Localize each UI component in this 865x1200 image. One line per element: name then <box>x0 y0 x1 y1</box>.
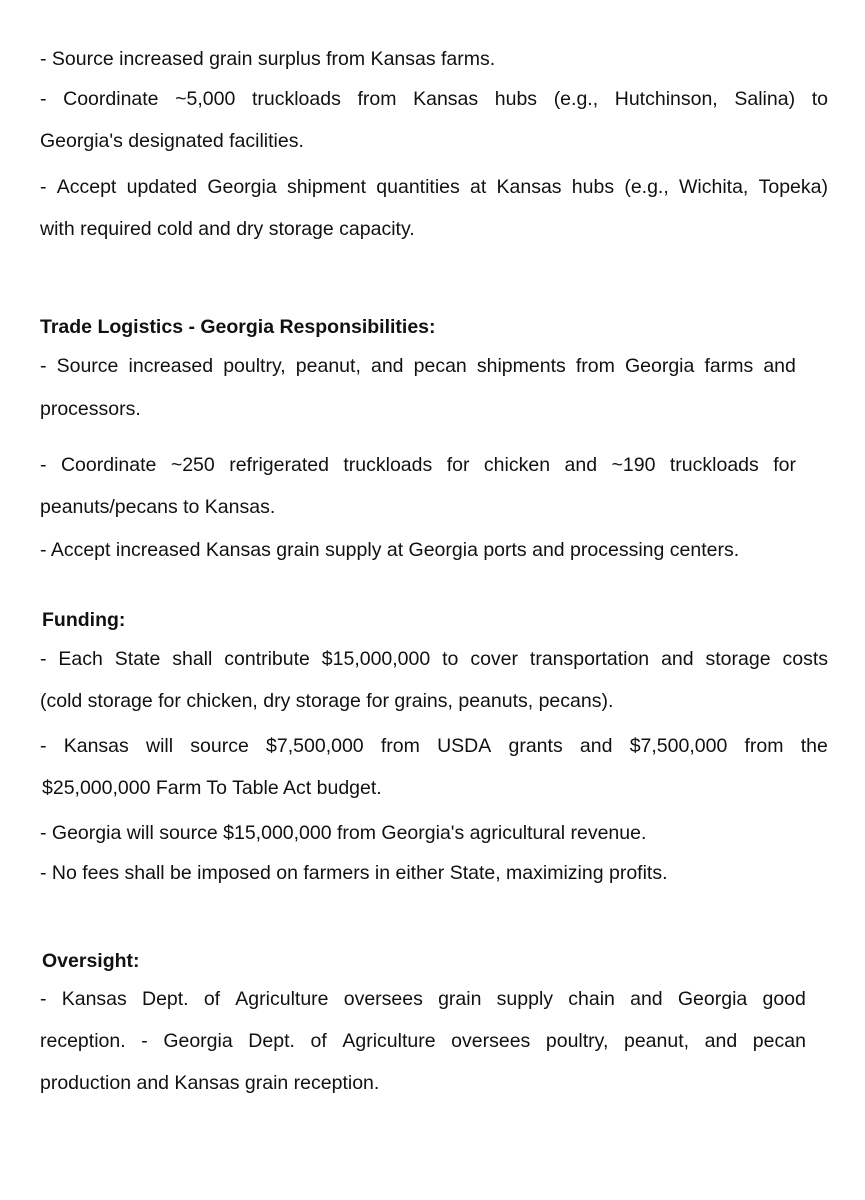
georgia-item-1-cont: processors. <box>40 398 141 420</box>
word: ~190 <box>611 454 656 476</box>
word: - <box>40 355 47 377</box>
word: for <box>446 454 470 476</box>
word: - <box>40 988 47 1010</box>
funding-item-4: - No fees shall be imposed on farmers in either State, maximizing profits. <box>40 862 668 884</box>
word: (e.g., <box>553 88 599 110</box>
word: grain <box>438 988 482 1010</box>
word: hubs <box>494 88 538 110</box>
word: and <box>763 355 796 377</box>
word: Coordinate <box>60 454 157 476</box>
word: Georgia <box>624 355 695 377</box>
word: and <box>630 988 663 1010</box>
georgia-item-3: - Accept increased Kansas grain supply at Georgia ports and processing centers. <box>40 539 740 561</box>
word: ~250 <box>170 454 215 476</box>
word: $7,500,000 <box>629 735 728 757</box>
funding-item-3: - Georgia will source $15,000,000 from Georgia's agricultural revenue. <box>40 822 647 844</box>
word: costs <box>782 648 828 670</box>
oversight-item-1 <box>40 987 806 1011</box>
word: (e.g., <box>624 176 669 198</box>
word: at <box>470 176 487 198</box>
word: contribute <box>224 648 310 670</box>
kansas-item-3 <box>40 175 828 199</box>
word: refrigerated <box>229 454 329 476</box>
word: Each <box>58 648 103 670</box>
funding-heading: Funding: <box>42 609 126 631</box>
kansas-item-1: - Source increased grain surplus from Kansas farms. <box>40 48 496 70</box>
word: Dept. <box>141 988 189 1010</box>
word: Kansas <box>496 176 562 198</box>
word: State <box>114 648 161 670</box>
word: the <box>800 735 828 757</box>
word: Salina) <box>734 88 796 110</box>
word: Source <box>56 355 119 377</box>
georgia-item-1 <box>40 354 796 378</box>
word: hubs <box>571 176 615 198</box>
word: pecan <box>752 1030 806 1052</box>
word: Agriculture <box>342 1030 436 1052</box>
word: Dept. <box>248 1030 295 1052</box>
word: Topeka) <box>758 176 828 198</box>
funding-item-2 <box>40 734 828 758</box>
word: updated <box>126 176 198 198</box>
word: peanut, <box>623 1030 690 1052</box>
word: Wichita, <box>679 176 749 198</box>
word: and <box>661 648 694 670</box>
word: from <box>744 735 784 757</box>
word: Coordinate <box>63 88 159 110</box>
georgia-item-2-cont: peanuts/pecans to Kansas. <box>40 496 276 518</box>
word: poultry, <box>223 355 286 377</box>
word: - <box>40 648 47 670</box>
word: Georgia <box>163 1030 233 1052</box>
word: - <box>40 454 47 476</box>
word: from <box>575 355 615 377</box>
funding-item-2-cont: $25,000,000 Farm To Table Act budget. <box>42 777 382 799</box>
word: - <box>40 735 47 757</box>
word: shall <box>172 648 213 670</box>
word: Georgia <box>207 176 277 198</box>
word: ~5,000 <box>175 88 236 110</box>
word: cover <box>470 648 518 670</box>
word: $7,500,000 <box>266 735 364 757</box>
word: supply <box>496 988 554 1010</box>
kansas-item-2 <box>40 87 828 111</box>
word: grants <box>508 735 563 757</box>
kansas-item-3-cont: with required cold and dry storage capacity. <box>40 218 415 240</box>
word: truckloads <box>343 454 433 476</box>
word: - <box>141 1030 148 1052</box>
word: - <box>40 176 47 198</box>
funding-item-1 <box>40 647 828 671</box>
word: farms <box>704 355 754 377</box>
funding-item-1-cont: (cold storage for chicken, dry storage for grains, peanuts, pecans). <box>40 690 614 712</box>
word: will <box>145 735 174 757</box>
word: transportation <box>529 648 650 670</box>
word: Kansas <box>413 88 479 110</box>
oversight-item-1-cont <box>40 1029 806 1053</box>
word: chain <box>568 988 615 1010</box>
word: poultry, <box>545 1030 609 1052</box>
word: quantities <box>376 176 460 198</box>
word: shipment <box>286 176 367 198</box>
word: of <box>203 988 221 1010</box>
word: of <box>310 1030 327 1052</box>
word: oversees <box>343 988 423 1010</box>
word: and <box>704 1030 738 1052</box>
word: to <box>442 648 459 670</box>
word: peanut, <box>295 355 361 377</box>
kansas-item-2-cont: Georgia's designated facilities. <box>40 130 304 152</box>
word: increased <box>128 355 214 377</box>
word: Kansas <box>63 735 129 757</box>
word: Agriculture <box>235 988 329 1010</box>
word: - <box>40 88 47 110</box>
oversight-heading: Oversight: <box>42 950 140 972</box>
word: reception. <box>40 1030 126 1052</box>
word: Kansas <box>61 988 127 1010</box>
word: $15,000,000 <box>321 648 431 670</box>
word: to <box>811 88 828 110</box>
word: and <box>579 735 613 757</box>
word: Accept <box>56 176 117 198</box>
georgia-heading: Trade Logistics - Georgia Responsibilities: <box>40 316 436 338</box>
oversight-item-1-end: production and Kansas grain reception. <box>40 1072 380 1094</box>
word: from <box>357 88 397 110</box>
word: chicken <box>483 454 551 476</box>
word: for <box>773 454 796 476</box>
word: truckloads <box>251 88 341 110</box>
word: Georgia <box>677 988 748 1010</box>
word: shipments <box>476 355 566 377</box>
word: Hutchinson, <box>614 88 718 110</box>
georgia-item-2 <box>40 453 796 477</box>
word: from <box>380 735 420 757</box>
word: pecan <box>413 355 467 377</box>
word: truckloads <box>669 454 759 476</box>
word: oversees <box>451 1030 531 1052</box>
word: and <box>564 454 598 476</box>
word: good <box>762 988 806 1010</box>
word: USDA <box>437 735 492 757</box>
word: source <box>190 735 249 757</box>
word: storage <box>705 648 771 670</box>
word: and <box>370 355 404 377</box>
